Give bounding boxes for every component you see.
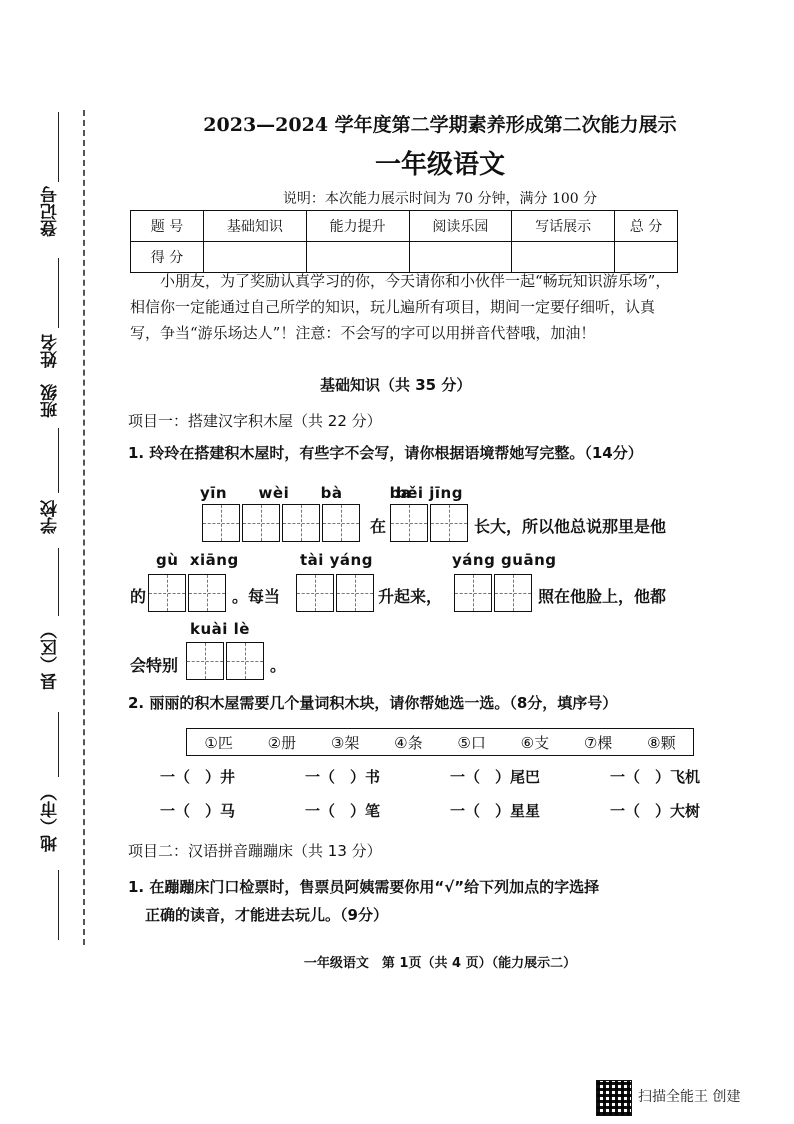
registration-number-line [58, 112, 59, 182]
text-meidang: 。每当 [232, 587, 281, 606]
section-title: 基础知识（共 35 分） [320, 376, 472, 394]
page-footer: 一年级语文 第 1页（共 4 页）（能力展示二） [303, 956, 577, 971]
project2-title: 项目二：汉语拼音蹦蹦床（共 13 分） [128, 842, 382, 860]
text-zhangda: 长大，所以他总说那里是他 [474, 517, 667, 536]
table-cell: 能力提升 [306, 211, 409, 242]
match-item[interactable]: 一（ ）井 [160, 768, 236, 786]
county-label: 县（区） [41, 622, 61, 690]
scanner-watermark: 扫描全能王 创建 [638, 1089, 741, 1105]
question-1: 1. 玲玲在搭建积木屋时，有些字不会写，请你根据语境帮她写完整。（14分） [128, 444, 643, 462]
question-3-line2: 正确的读音，才能进去玩儿。（9分） [145, 906, 388, 924]
writing-box[interactable] [430, 504, 468, 542]
option: ⑦棵 [583, 733, 613, 752]
subject-title: 一年级语文 [374, 150, 505, 180]
option: ②册 [267, 733, 297, 752]
exam-note: 说明：本次能力展示时间为 70 分钟，满分 100 分 [282, 191, 598, 207]
text-huitebie: 会特别 [130, 656, 179, 675]
pinyin-beijing: běi jīng [396, 484, 463, 502]
option: ①匹 [204, 733, 233, 752]
writing-box[interactable] [454, 574, 492, 612]
option: ⑤口 [457, 733, 486, 752]
writing-box[interactable] [296, 574, 334, 612]
match-item[interactable]: 一（ ）星星 [449, 802, 540, 820]
writing-box[interactable] [336, 574, 374, 612]
class-label: 班级 [41, 384, 61, 418]
writing-box[interactable] [390, 504, 428, 542]
table-cell: 基础知识 [204, 211, 307, 242]
measure-word-options [186, 728, 694, 756]
qr-code-icon [596, 1080, 632, 1116]
pinyin-kuaile: kuài lè [190, 620, 250, 638]
option: ③架 [330, 733, 360, 752]
writing-box[interactable] [494, 574, 532, 612]
writing-box[interactable] [226, 642, 264, 680]
pinyin-guxiang: gù xiāng [156, 551, 239, 569]
table-cell: 阅读乐园 [409, 211, 512, 242]
school-line [58, 548, 59, 616]
city-line [58, 870, 59, 940]
option: ⑥支 [520, 733, 550, 752]
match-item[interactable]: 一（ ）笔 [304, 802, 380, 820]
text-zhaozai: 照在他脸上，他都 [538, 587, 667, 606]
match-item[interactable]: 一（ ）书 [304, 768, 380, 786]
text-de: 的 [130, 587, 147, 606]
text-zai: 在 [370, 517, 387, 536]
intro-paragraph: 小朋友，为了奖励认真学习的你，今天请你和小伙伴一起“畅玩知识游乐场”，相信你一定能通过自己所学的知识，玩儿遍所有项目，期间一定要仔细听，认真写，争当“游乐场达人”！注意：不会写的字可以用拼音代替哦，加油！ [130, 272, 671, 342]
match-row-1 [160, 766, 700, 787]
match-item[interactable]: 一（ ）马 [160, 802, 236, 820]
writing-box[interactable] [188, 574, 226, 612]
exam-title: 2023—2024 学年度第二学期素养形成第二次能力展示 [203, 114, 677, 136]
pinyin-taiyang: tài yáng [300, 551, 373, 569]
writing-boxes-yinwei-baba[interactable] [202, 504, 362, 542]
option: ⑧颗 [647, 733, 676, 752]
class-line [58, 428, 59, 493]
table-cell: 题 号 [131, 211, 204, 242]
writing-box[interactable] [282, 504, 320, 542]
project1-title: 项目一：搭建汉字积木屋（共 22 分） [128, 412, 382, 430]
match-item[interactable]: 一（ ）尾巴 [449, 768, 540, 786]
match-item[interactable]: 一（ ）飞机 [609, 768, 700, 786]
score-table-header-row [131, 211, 678, 242]
writing-boxes-taiyang[interactable] [296, 574, 376, 612]
question-2: 2. 丽丽的积木屋需要几个量词积木块，请你帮她选一选。（8分，填序号） [128, 694, 618, 712]
writing-box[interactable] [148, 574, 186, 612]
registration-number-label: 登记号 [41, 186, 61, 237]
writing-box[interactable] [202, 504, 240, 542]
table-cell: 总 分 [615, 211, 678, 242]
writing-boxes-yangguang[interactable] [454, 574, 534, 612]
writing-boxes-guxiang[interactable] [148, 574, 228, 612]
pinyin-yinwei-baba: yīn wèi bà ba [200, 484, 412, 502]
name-line [58, 258, 59, 328]
writing-boxes-beijing[interactable] [390, 504, 470, 542]
writing-box[interactable] [186, 642, 224, 680]
table-cell: 得 分 [131, 242, 204, 273]
binding-dash-line [83, 110, 85, 945]
writing-box[interactable] [322, 504, 360, 542]
writing-box[interactable] [242, 504, 280, 542]
match-item[interactable]: 一（ ）大树 [609, 802, 700, 820]
option: ④条 [394, 733, 423, 752]
question-3-line1: 1. 在蹦蹦床门口检票时，售票员阿姨需要你用“√”给下列加点的字选择 [128, 878, 600, 896]
match-row-2 [160, 800, 700, 821]
text-period: 。 [270, 656, 287, 675]
city-label: 地（市） [41, 784, 61, 852]
name-label: 姓名 [41, 334, 61, 368]
text-shengqilai: 升起来， [378, 587, 443, 606]
writing-boxes-kuaile[interactable] [186, 642, 266, 680]
score-table [130, 210, 678, 273]
pinyin-yangguang: yáng guāng [452, 551, 557, 569]
table-cell: 写话展示 [512, 211, 615, 242]
county-line [58, 712, 59, 777]
school-label: 学校 [41, 500, 61, 534]
